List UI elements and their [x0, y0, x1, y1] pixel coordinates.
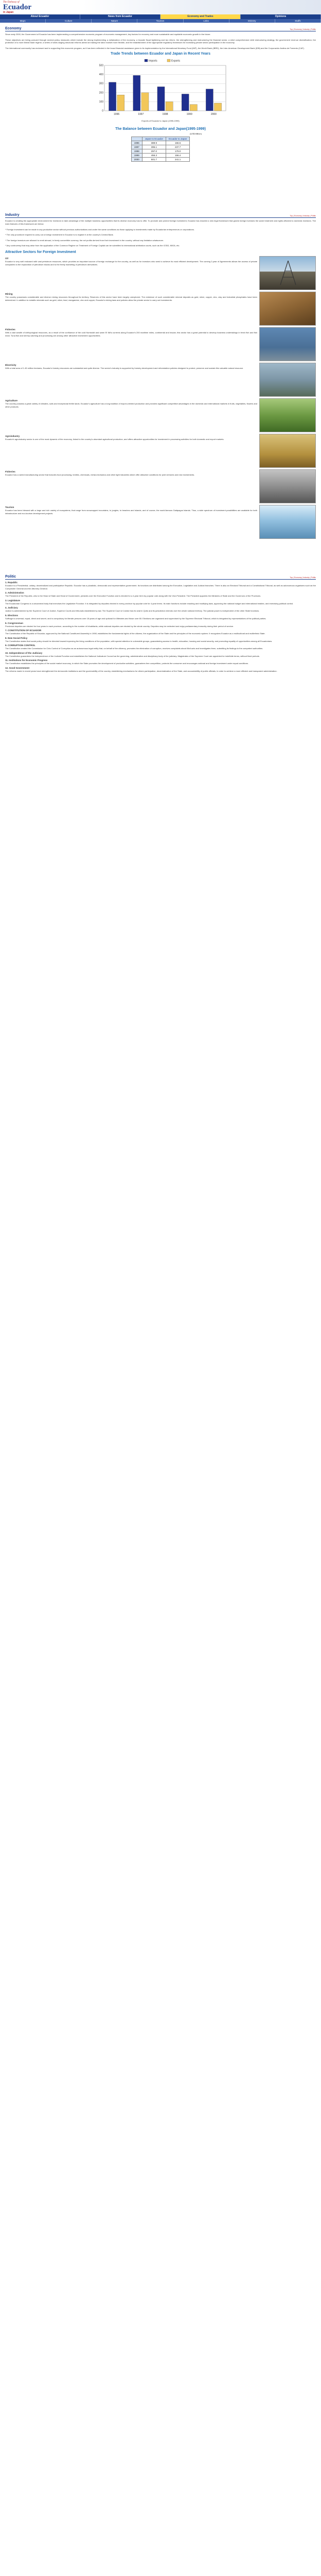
nav-tourism[interactable]: Tourism: [137, 19, 183, 23]
nav-news-from-ecuador[interactable]: News from Ecuador: [80, 14, 160, 19]
balance-year: 1996: [131, 141, 142, 145]
point-title: 5. Elections: [5, 614, 19, 617]
nav-economy-and-trades[interactable]: Economy and Trades: [160, 14, 241, 19]
point-body: The reforms made in recent years have strengthened the democratic institutions and the governability of the country, establishing mechanisms for citizen participation, decentralization of the State, and accountability of public officials, in order to achieve a more efficient and transparent administration.: [5, 670, 277, 673]
sector-name: Fisheries: [5, 328, 15, 331]
table-row: [131, 141, 190, 145]
politic-title: Politic: [5, 574, 16, 579]
balance-year: 1998: [131, 149, 142, 154]
point-body: Justice is administered by the Supreme Court of Justice, Superior Courts and tribunals established by law. The Supreme Court of Justice has its seat in Quito and its jurisdiction extends over the whole national territory. The judicial power is independent of the other State functions.: [5, 609, 260, 613]
point-title: 2. Administration: [5, 591, 24, 595]
bar-imports-1997: [133, 76, 140, 111]
economy-paragraph-1: Since early 2000, the Government of Ecuador has been implementing a comprehensive economic program of economic management, key factors for recovery and more sustainable and equitable economic growth in the future.: [5, 33, 211, 36]
balance-cell: 241.1: [166, 158, 190, 162]
sector-name: Oil: [5, 257, 9, 260]
balance-header-row: [131, 137, 190, 141]
legend-label: Exports: [171, 59, 180, 63]
point-title: 1. Republic: [5, 581, 18, 584]
table-row: [131, 145, 190, 149]
sector-body: With a total area of 1.45 million hectares, Ecuador's forestry resources are substantial and quite diverse. The sector's industry is supported by forestry development and reforestation policies designed to protect, preserve and sustain this valuable natural resource.: [5, 366, 244, 369]
sector-text: [5, 434, 259, 468]
sector-body: Ecuador has a varied manufacturing sector that includes food processing, textiles, chemicals, metal-mechanics and other light industries which offer attractive conditions for joint ventures and new investments.: [5, 473, 195, 476]
balance-cell: 501.7: [142, 158, 166, 162]
sector-body: Ecuador's agroindustry sector is one of the most dynamic of the economy, linked to the country's abundant agricultural production, and offers attractive opportunities for investment in processing activities for both domestic and export markets.: [5, 437, 224, 440]
industry-paragraph-3: * The only procedure required to carry out a foreign investment in Ecuador is to register it at the country's Central Bank.: [5, 233, 114, 236]
nav-opinions[interactable]: Opinions: [241, 14, 321, 19]
bar-exports-1999: [190, 105, 197, 111]
economy-title: Economy: [5, 27, 22, 30]
bar-imports-1998: [157, 87, 165, 111]
x-tick-label: 1998: [162, 113, 168, 116]
nav-ministry[interactable]: Ministry: [229, 19, 275, 23]
trade-chart-svg: [91, 57, 230, 118]
point-title: 12. Good Government: [5, 667, 30, 670]
sector-text: [5, 505, 259, 539]
bar-exports-1996: [117, 95, 124, 111]
y-tick-label: 300: [99, 82, 103, 86]
y-tick-label: 200: [99, 91, 103, 95]
industry-paragraph-2: * Foreign investment can be made in any productive sector without previous authorizations and under the same conditions as those applying to investments made by Ecuadorian entrepreneurs or corporations.: [5, 228, 194, 231]
point-title: 11. Institutions for Economic Progress: [5, 659, 48, 662]
sector-name: Mining: [5, 292, 13, 295]
legend-swatch: [145, 59, 148, 62]
sector-fisheries-2: [5, 469, 316, 503]
balance-cell: 156.4: [166, 154, 190, 158]
point-title: 6. Congressman: [5, 621, 24, 624]
industry-section-header: [5, 213, 316, 218]
sector-name: Tourism: [5, 505, 14, 509]
point-title: 8. New Social Policy: [5, 636, 28, 639]
balance-year: 1997: [131, 145, 142, 149]
logo-title: Ecuador: [3, 3, 32, 11]
point-title: 3. Legislature: [5, 599, 21, 602]
sector-mining: [5, 292, 316, 326]
x-tick-label: 1996: [114, 113, 120, 116]
point-body: The Constitution guarantees the independence of the Judicial Function and establishes the National Judicature Council as the governing, administrative and disciplinary body of the judiciary. Magistrates of the Supreme Court are appointed for indefinite terms, without fixed periods.: [5, 654, 260, 657]
point-body: The Constitution establishes the principles of the social market economy, in which the State promotes the development of productive activities, guarantees free competition, protects the consumer and encourages national and foreign investment under equal conditions.: [5, 662, 249, 665]
industry-title: Industry: [5, 213, 20, 217]
point-body: Ecuador is a Presidential, unitary, decentralized and participative Republic. Ecuador has a pluralistic, democratic and representative government. Its functions are distributed among the Executive, Legislative and Judicial branches. There is also an Electoral Tribunal and a Constitutional Tribunal, as well as autonomous organisms such as the Comptroller General and the Attorney General.: [5, 584, 316, 590]
point-body: The Constitution created the Commission for Civic Control of Corruption as an autonomous legal entity that, on behalf of the citizenry, promotes the elimination of corruption, receives complaints about illicit acts and investigates them, submitting its findings to the competent authorities.: [5, 647, 263, 650]
bar-imports-2000: [206, 89, 213, 111]
balance-cell: 297.0: [142, 149, 166, 154]
sector-text: [5, 256, 259, 290]
sector-body: With a vast wealth of ichthyological resources, as a result of the confluence of the cold Humboldt and warm El Niño currents along Ecuador's 200 maritime miles, continental and insular, this sector has a great potential to develop business undertakings in fresh fish and fish meal. Tuna fish and shrimp catching and processing are among other attractive investment opportunities.: [5, 331, 257, 337]
point-body: Suffrage is universal, equal, direct and secret, and is compulsory for literate persons over 18 years of age and optional for illiterates and those over 65. Elections are organized and supervised by the Supreme Electoral Tribunal, which is integrated by representatives of the political parties.: [5, 617, 266, 620]
x-tick-label: 1999: [186, 113, 192, 116]
logo-subtitle: in Japan: [3, 11, 14, 14]
site-logo[interactable]: [3, 1, 60, 14]
point-body: The Ecuadorian Congress is a unicameral body that exercises the Legislative Function. It is integrated by deputies elected in every province by popular vote for 4-year terms. Its main functions include enacting and modifying laws, approving the national budget and international treaties, and exercising political control.: [5, 602, 294, 605]
balance-cell: 166.5: [166, 141, 190, 145]
bar-exports-1997: [141, 93, 149, 111]
sector-name: Agroindustry: [5, 434, 20, 437]
bar-exports-2000: [214, 103, 221, 111]
site-header: [0, 0, 321, 14]
industry-paragraph-4: * The foreign investors are allowed to remit abroad, in freely convertible currency, the net profits derived from their investment in the country, without any limitation whatsoever.: [5, 239, 164, 242]
politic-section-header: [5, 575, 316, 580]
header-banner: [82, 0, 321, 14]
electricity-photo: [259, 363, 316, 397]
sector-body: Ecuador is very well endowed with vast petroleum resources, which provides an important source of foreign exchange for the country, as well as for investors who seek to achieve its most efficient development. The coming 2-year of Agreements allows the access of private companies to the exploration of petroleum blocks and to the freely marketing of petroleum derivatives.: [5, 260, 257, 266]
sector-electricity: [5, 363, 316, 397]
sector-tourism: [5, 505, 316, 539]
balance-unit: (US$ Million): [190, 132, 202, 135]
bar-exports-1998: [166, 102, 173, 111]
bar-imports-1999: [182, 94, 189, 111]
agroindustry-photo: [259, 434, 316, 468]
nav-culture[interactable]: Culture: [46, 19, 92, 23]
point-title: 7. CONSTITUTION OF ECUADOR: [5, 629, 42, 632]
trade-chart-caption: Exports of Ecuador to Japan (1995-1999): [141, 120, 180, 123]
y-tick-label: 500: [99, 64, 103, 67]
x-tick-label: 1997: [138, 113, 144, 116]
trade-chart: [91, 57, 230, 122]
economy-section-header: [5, 27, 316, 31]
balance-header-cell: Japan to Ecuador: [142, 137, 166, 141]
economy-section-nav[interactable]: Top | Economy | Industry | Politic: [290, 28, 316, 30]
y-tick-label: 100: [99, 100, 103, 104]
sector-agriculture: [5, 398, 316, 432]
bar-imports-1996: [109, 82, 116, 111]
point-title: 10. Independence of the Judiciary: [5, 651, 43, 654]
y-tick-label: 0: [102, 109, 103, 113]
sector-oil: [5, 256, 316, 290]
industry-photo: [259, 469, 316, 503]
table-row: [131, 149, 190, 154]
legend-label: Imports: [149, 59, 157, 63]
balance-year: 1999: [131, 154, 142, 158]
table-row: [131, 158, 190, 162]
point-title: 4. Judiciary: [5, 606, 18, 609]
sector-text: [5, 363, 259, 397]
secondary-nav: [0, 19, 321, 23]
point-body: The Constitution states that social policy should be directed toward improving the living conditions of the population, with special attention to vulnerable groups, guaranteeing access to health, education, housing and social security, and promoting equality of opportunities among all Ecuadorians.: [5, 639, 273, 642]
sector-text: [5, 292, 259, 326]
oil-photo: [259, 256, 316, 290]
legend-swatch: [167, 59, 170, 62]
industry-section-nav[interactable]: Top | Economy | Industry | Politic: [290, 215, 316, 217]
main-content: [0, 23, 321, 673]
sector-fisheries: [5, 327, 316, 361]
point-body: The President of the Republic, who is the Head of State and Head of Government, presides over the Executive Function and is elected for a 4-year term by popular vote along with the Vice-President. The President appoints the Ministers of State and the Governors of the Provinces.: [5, 595, 261, 598]
y-tick-label: 400: [99, 73, 103, 77]
nav-maps[interactable]: Maps: [0, 19, 46, 23]
agriculture-photo: [259, 398, 316, 432]
point-body: The Constitution of the Republic of Ecuador, approved by the National Constituent Assembly in 1998, establishes the fundamental rights of the citizens, the organization of the State and the principles of the economic system. It recognizes Ecuador as a multicultural and multiethnic State.: [5, 632, 265, 635]
sector-body: The country possess a great variety of climates, soils and exceptional fertile lands. Ecuador's agriculture has a long tradition of export-oriented production and provides significant competitive advantages in the domestic and international markets in fruits, vegetables, flowers and other products.: [5, 402, 257, 408]
politic-section-nav[interactable]: Top | Economy | Industry | Politic: [290, 576, 316, 579]
fisheries-photo: [259, 327, 316, 361]
economy-paragraph-2: These objectives are being pursued through several policy measures which include the strong implementing a dollarization of the economy, a broader fiscal tightening and tax reform, the strengthening and restructuring the financial sector, a strict comprehensive debt restructuring strategy, the government revenue diversification, the protection of a more liberal trade regime, a series of wide-ranging structural reforms aimed at making the labor market more flexible, and the establishment of the appropriate regulatory framework for increasing private sector participation in the economy.: [5, 38, 316, 44]
point-body: Provincial deputies are elected for four years in each province, according to the number of inhabitants, while national deputies are elected by the whole country. Deputies may be reelected and enjoy parliamentary immunity during their period of service.: [5, 624, 234, 628]
primary-nav: [0, 14, 321, 19]
point-title: 9. CORRUPTION CONTROL: [5, 644, 35, 647]
trade-trends-title: Trade Trends between Ecuador and Japan in Recent Years: [111, 52, 210, 56]
industry-paragraph-5: * Any controversy that may arise from the application of the Common Regime on Treatment of Foreign Capital can be submitted to international arbitration courts, such as the ICSID, MIGA, etc.: [5, 244, 180, 247]
balance-header-cell: Ecuador to Japan: [166, 137, 190, 141]
sectors-title: Attractive Sectors for Foreign Investment: [5, 250, 76, 254]
sector-body: The country possesses considerable and diverse mining resources throughout its territory. Reserves of this sector have been largely unexplored. The existence of such considerable mineral deposits as gold, silver, copper, zinc, clay and industrial phosphates have been determined. In addition to metallic minerals such as gold, silver, lead, manganese, zinc and copper, Ecuador's mining laws and policies allow the private sector to carry out investments.: [5, 295, 257, 301]
balance-table: [131, 137, 190, 162]
sector-text: [5, 398, 259, 432]
nav-nature[interactable]: Nature: [92, 19, 137, 23]
sector-text: [5, 469, 259, 503]
x-tick-label: 2000: [210, 113, 217, 116]
sector-body: Ecuador has been blessed with a large and rich variety of ecosystems, that range from snowcapped mountains, to jungles, to beaches and islands, and of course, the world-famous Galápagos Islands. Thus, a wide spectrum of investment possibilities are available for both infrastructure and eco-tourism development projects.: [5, 509, 257, 515]
balance-year: 2000: [131, 158, 142, 162]
table-row: [131, 154, 190, 158]
sector-agroindustry: [5, 434, 316, 468]
nav-staffs[interactable]: Staffs: [275, 19, 321, 23]
balance-cell: 455.3: [142, 154, 166, 158]
sector-name: Electricity: [5, 363, 16, 366]
industry-paragraph-1: Ecuador is creating the appropriate environment for investors to take advantage of the multiple business opportunities that its diverse economy has to offer. To promote and protect foreign investment, Ecuador has enacted a new legal framework that grants foreign investors the same treatment and rights afforded to domestic investors. The main features of this framework are below:: [5, 219, 316, 225]
sector-text: [5, 327, 259, 361]
logo-tagline: The Embassy of: [3, 1, 20, 4]
balance-cell: 395.1: [142, 145, 166, 149]
sector-name: Agriculture: [5, 399, 18, 402]
balance-header-cell: [131, 137, 142, 141]
nav-links[interactable]: Links: [184, 19, 229, 23]
balance-cell: 237.7: [166, 145, 190, 149]
nav-about-ecuador[interactable]: About Ecuador: [0, 14, 80, 19]
economy-paragraph-3: The international community has endorsed and is supporting this economic program, as it has been reflected in the broad financial assistance given to its implementation by the International Monetary Fund (IMF), the World Bank (IBRD), the Inter-American Development Bank (IDB) and the Corporación Andina de Fomento (CAF).: [5, 46, 305, 49]
balance-cell: 389.9: [142, 141, 166, 145]
tourism-photo: [259, 505, 316, 539]
mining-photo: [259, 292, 316, 326]
sector-name: Fisheries: [5, 470, 15, 473]
politic-points: [5, 581, 316, 673]
balance-cell: 179.0: [166, 149, 190, 154]
balance-title: The Balance between Ecuador and Japan(1995-1999): [115, 127, 206, 131]
oil-rig-icon: [260, 257, 316, 290]
